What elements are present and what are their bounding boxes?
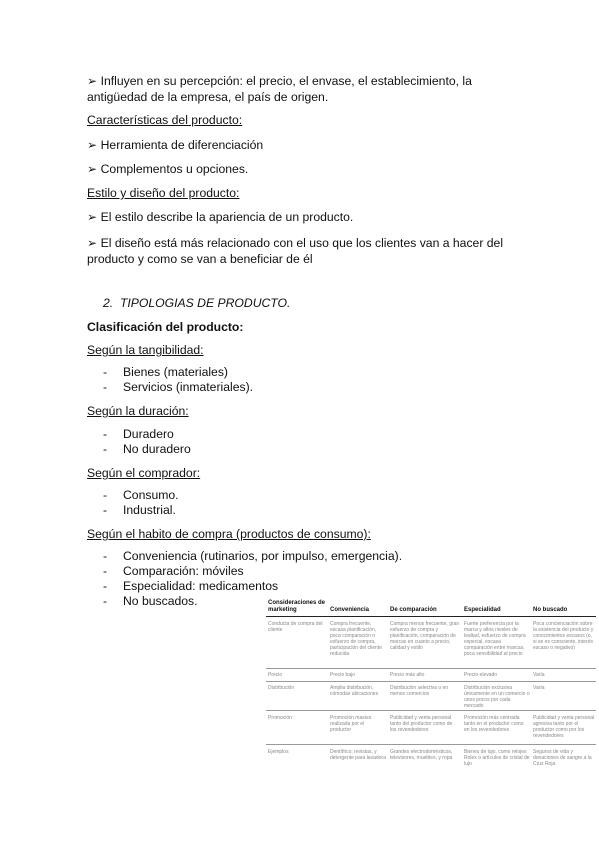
table-cell: Promoción masiva realizada por el productor — [330, 715, 372, 733]
bullet-estilo — [87, 209, 353, 225]
table-cell: Bienes de lujo, como relojes Rolex o artículos de cristal de lujo — [464, 749, 530, 767]
table-rule — [266, 668, 596, 669]
table-cell: Precio bajo — [330, 672, 356, 678]
table-cell: Seguros de vida y donaciones de sangre a la Cruz Roja — [533, 749, 592, 767]
table-header-cell: Conveniencia — [330, 607, 370, 613]
group-heading: Según el habito de compra (productos de consumo): — [87, 527, 371, 541]
table-cell: Fuerte preferencia por la marca y altos niveles de lealtad, esfuerzo de compra especial, escasa comparación entre marcas, poca sensibilidad al precio — [464, 621, 526, 657]
table-cell: Compra menos frecuente, gran esfuerzo de compra y planificación, comparación de marcas en cuanto a precio, calidad y estilo — [390, 621, 460, 651]
heading-estilo: Estilo y diseño del producto: — [87, 186, 240, 200]
bullet-diferenciacion — [87, 137, 263, 153]
table-cell: Conducta de compra del cliente — [268, 621, 323, 633]
text-line: Complementos u opciones. — [100, 162, 249, 176]
bullet-complementos — [87, 161, 248, 177]
table-rule — [266, 616, 596, 617]
table-cell: Distribución — [268, 685, 295, 691]
table-cell: Ejemplos — [268, 749, 289, 755]
heading-caracteristicas: Características del producto: — [87, 113, 243, 127]
text-line: El estilo describe la apariencia de un producto. — [100, 210, 354, 224]
table-header-cell: Especialidad — [464, 607, 501, 613]
table-cell: Publicidad y venta personal agresiva tanto por el productor como por los revendedores — [533, 715, 595, 739]
document-page: ➢ Influyen en su percepción: el precio, el envase, el establecimiento, la antigüedad de la empresa, el país de origen. Características del producto: ➢ Herramienta de diferenciación ➢ Complementos u opciones. Estilo y diseño del producto: ➢ El estilo describe la apariencia de un producto. ➢ El diseño está más relacionado con el uso que los clientes van a hacer del producto y como se van a beneficiar de él 2. TIPOLOGIAS DE PRODUCTO. Clasificación del producto: Según la tangibilidad: - Bienes (materiales) - Servicios (inmateriales). Según la duración: - Duradero - No duradero Según el comprador: - Consumo. - Industrial. Según el habito de compra (productos de consumo): - Conveniencia (rutinarios, por impulso, emergencia). - Comparación: móviles - Especialidad: medicamentos - No buscados. Consideraciones de marketing Conveniencia De comparación Especialidad No buscado Conducta de compra del cliente Compra frecuente, escasa planificación, poca comparación o esfuerzo de compra, participación del cliente reducida Compra menos frecuente, gran esfuerzo de compra y planificación, comparación de marcas en cuanto a precio, calidad y estilo Fuerte preferencia por la marca y altos niveles de lealtad, esfuerzo de compra especial, escasa comparación entre marcas, poca sensibilidad al precio Poca concienciación sobre la existencia del producto y conocimientos escasos (o, si se es consciente, interés escaso o negativo) Precio Precio bajo Precio más alto Precio elevado Varía Distribución Amplia distribución, cómodas ubicaciones Distribución selectiva o en menos comercios Distribución exclusiva únicamente en un comercio o unos pocos por cada mercado Varía Promoción Promoción masiva realizada por el productor Publicidad y venta personal tanto del productor como de los revendedores Promoción más centrada tanto en el productor como en los revendedores Publicidad y venta personal agresiva tanto por el productor como por los revendedores Ejemplos Dentífrico, revistas, y detergente para lavadora Grandes electrodomésticos, televisores, muebles, y ropa Bienes de lujo, como relojes Rolex o artículos de cristal de lujo Seguros de vida y donaciones de sangre a la Cruz Roja — [0, 0, 599, 848]
table-cell: Distribución selectiva o en menos comercios — [390, 685, 449, 697]
table-cell: Publicidad y venta personal tanto del productor como de los revendedores — [390, 715, 453, 733]
table-cell: Grandes electrodomésticos, televisores, muebles, y ropa — [390, 749, 453, 761]
table-header-cell: Consideraciones de marketing — [268, 600, 326, 613]
section-number: 2. — [103, 296, 114, 310]
bullet-perception — [87, 73, 472, 89]
table-cell: Amplia distribución, cómodas ubicaciones — [330, 685, 379, 697]
section-title-text: TIPOLOGIAS DE PRODUCTO. — [119, 296, 291, 310]
table-rule — [266, 710, 596, 711]
table-cell: Precio elevado — [464, 672, 498, 678]
table-cell: Varía — [533, 672, 545, 678]
table-cell: Distribución exclusiva únicamente en un comercio o unos pocos por cada mercado — [464, 685, 530, 709]
text-line: Herramienta de diferenciación — [100, 138, 264, 152]
text-line: Influyen en su percepción: el precio, el envase, el establecimiento, la — [100, 74, 472, 88]
table-rule — [266, 744, 596, 745]
text-line: El diseño está más relacionado con el uso que los clientes van a hacer del — [100, 236, 504, 250]
text-line: producto y como se van a beneficiar de él — [87, 252, 313, 266]
classification-title: Clasificación del producto: — [87, 320, 244, 334]
table-header-cell: De comparación — [390, 607, 437, 613]
group-heading: Según el comprador: — [87, 466, 201, 480]
table-cell: Varía — [533, 685, 545, 691]
table-cell: Promoción — [268, 715, 292, 721]
bullet-diseno — [87, 235, 503, 251]
table-cell: Compra frecuente, escasa planificación, poca comparación o esfuerzo de compra, participación del cliente reducida — [330, 621, 382, 657]
section-title — [103, 296, 290, 310]
group-heading: Según la tangibilidad: — [87, 343, 204, 357]
table-header-cell: No buscado — [533, 607, 568, 613]
text-line: antigüedad de la empresa, el país de origen. — [87, 90, 329, 104]
table-cell: Precio más alto — [390, 672, 425, 678]
table-cell: Promoción más centrada tanto en el productor como en los revendedores — [464, 715, 524, 733]
table-cell: Dentífrico, revistas, y detergente para lavadora — [330, 749, 386, 761]
table-cell: Precio — [268, 672, 283, 678]
table-rule — [266, 681, 596, 682]
table-cell: Poca concienciación sobre la existencia del producto y conocimientos escasos (o, si se es consciente, interés escaso o negativo) — [533, 621, 594, 651]
group-heading: Según la duración: — [87, 404, 189, 418]
